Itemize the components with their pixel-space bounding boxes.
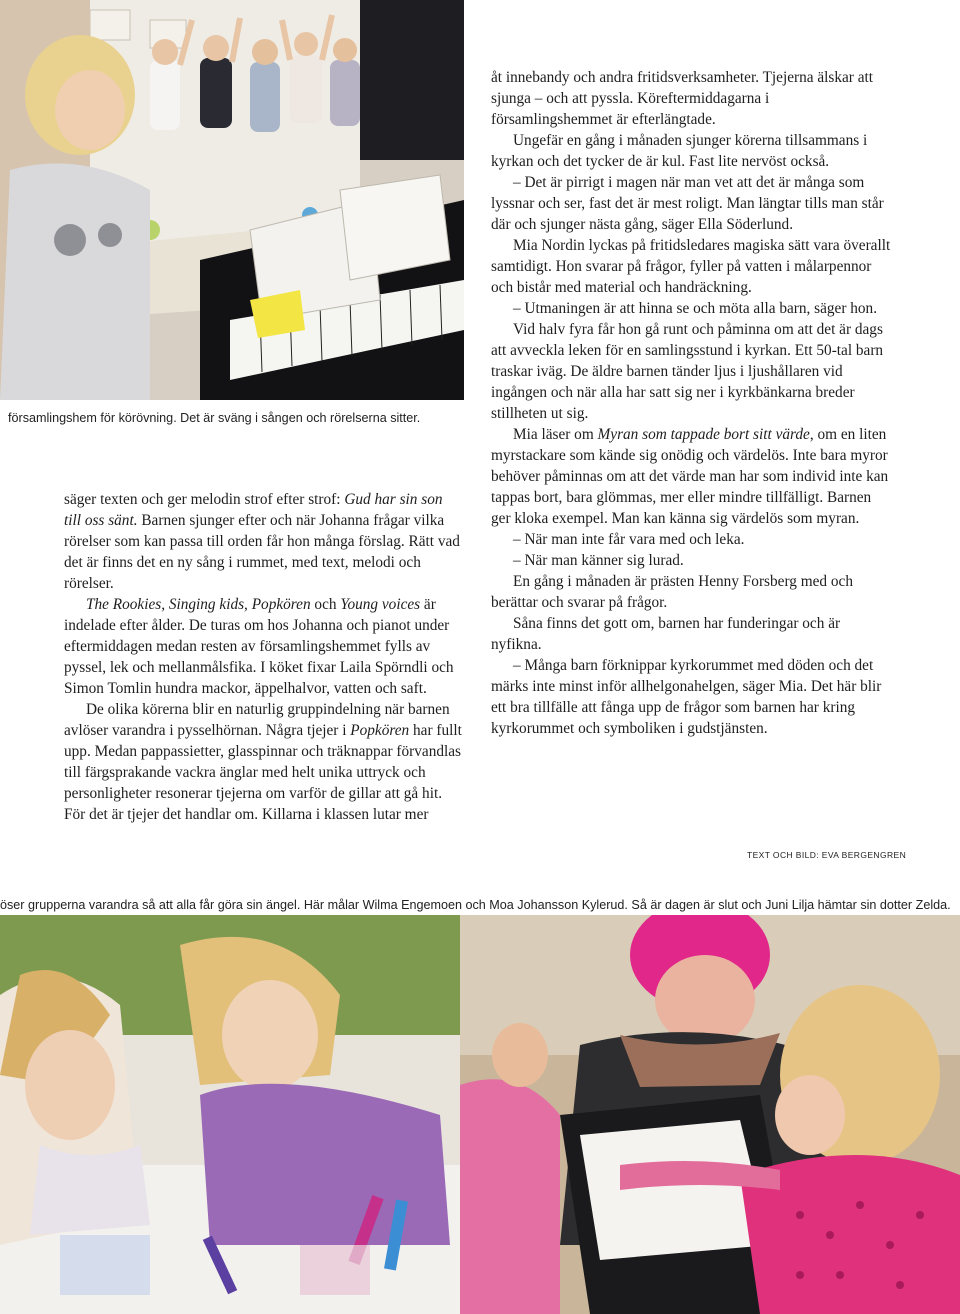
text-span: , om en liten myrstackare som kände sig onödig och värdelös. Inte bara myror behöver påminnas om att det värde man har som individ inte kan tappas bort, bara glömmas, mer eller mindre tillfälligt. Barnen ger kloka exempel. Man kan känna sig värdelös som myran. xyxy=(491,426,889,527)
photo-caption-top: församlingshem för körövning. Det är sväng i sången och rörelserna sitter. xyxy=(8,411,421,425)
choir-names: The Rookies, Singing kids, Popkören xyxy=(86,596,311,613)
text-span: och xyxy=(310,596,341,613)
paragraph: Vid halv fyra får hon gå runt och påminna om att det är dags att avveckla leken för en samlingsstund i kyrkan. Ett 50-tal barn traskar iväg. De äldre barnen tänder ljus i ljushållaren vid ingången och när alla har satt sig ner i kyrkbänkarna breder stillheten ut sig. xyxy=(491,321,884,422)
paragraph: – När man inte får vara med och leka. xyxy=(513,531,745,548)
article-column-right xyxy=(491,67,893,739)
book-title: Myran som tappade bort sitt värde xyxy=(597,426,810,443)
choir-name: Popkören xyxy=(350,722,410,739)
paragraph: – När man känner sig lurad. xyxy=(513,552,684,569)
paragraph xyxy=(64,594,462,699)
article-column-left xyxy=(64,489,462,825)
paragraph: Mia Nordin lyckas på fritidsledares magiska sätt vara överallt samtidigt. Hon svarar på frågor, fyller på vatten i målarpennor och bistår med material och handräckning. xyxy=(491,237,891,296)
byline: TEXT OCH BILD: EVA BERGENGREN xyxy=(747,850,907,860)
paragraph: – Utmaningen är att hinna se och möta alla barn, säger hon. xyxy=(513,300,878,317)
photo-caption-bottom: öser grupperna varandra så att alla får göra sin ängel. Här målar Wilma Engemoen och Moa Johansson Kylerud. Så är dagen är slut och Juni Lilja hämtar sin dotter Zelda. xyxy=(0,898,951,912)
paragraph: – Många barn förknippar kyrkorummet med döden och det märks inte minst inför allhelgonahelgen, säger Mia. Det här blir ett bra tillfälle att fånga upp de frågor som barnen har kring kyrkorummet och symboliken i gudstjänsten. xyxy=(491,657,882,737)
paragraph xyxy=(64,489,462,594)
text-span: säger texten och ger melodin strof efter strof: xyxy=(64,491,345,508)
paragraph: – Det är pirrigt i magen när man vet att det är många som lyssnar och ser, fast det är mest roligt. Man längtar tills man står där och sjunger nästa gång, säger Ella Söderlund. xyxy=(491,174,884,233)
paragraph: Ungefär en gång i månaden sjunger körerna tillsammans i kyrkan och det tycker de är kul. Fast lite nervöst också. xyxy=(491,132,868,170)
paragraph: Såna finns det gott om, barnen har funderingar och är nyfikna. xyxy=(491,615,841,653)
choir-name: Young voices xyxy=(340,596,421,613)
text-span: Barnen sjunger efter och när Johanna frågar vilka rörelser som kan passa till orden får hon många förslag. Rätt vad det är finns det en ny sång i rummet, med text, melodi och rörelser. xyxy=(64,512,460,592)
paragraph: En gång i månaden är prästen Henny Forsberg med och berättar och svarar på frågor. xyxy=(491,573,853,611)
text-span: De olika körerna blir en naturlig gruppindelning när barnen avlöser varandra i pysselhörnan. Några tjejer i xyxy=(64,701,450,739)
text-span: är indelade efter ålder. De turas om hos Johanna och pianot under eftermiddagen medan resten av församlingshemmet fylls av pyssel, lek och mellanmålsfika. I köket fixar Laila Spörndli och Simon Tomlin hundra mackor, äppelhalvor, vatten och saft. xyxy=(64,596,454,697)
crafts-photo xyxy=(0,915,960,1314)
paragraph xyxy=(491,424,893,529)
text-span: Mia läser om xyxy=(513,426,598,443)
paragraph xyxy=(64,699,462,825)
choir-photo xyxy=(0,0,464,400)
song-title: Gud har sin son till oss sänt. xyxy=(64,491,443,529)
text-span: har fullt upp. Medan pappassietter, glasspinnar och träknappar förvandlas till färgsprakande vackra änglar med helt unika uttryck och personligheter resonerar tjejerna om varför de gillar att gå hit. För det är tjejer det handlar om. Killarna i klassen lutar mer xyxy=(64,722,462,823)
paragraph: åt innebandy och andra fritidsverksamheter. Tjejerna älskar att sjunga – och att pyssla. Köreftermiddagarna i församlingshemmet är efterlängtade. xyxy=(491,69,873,128)
